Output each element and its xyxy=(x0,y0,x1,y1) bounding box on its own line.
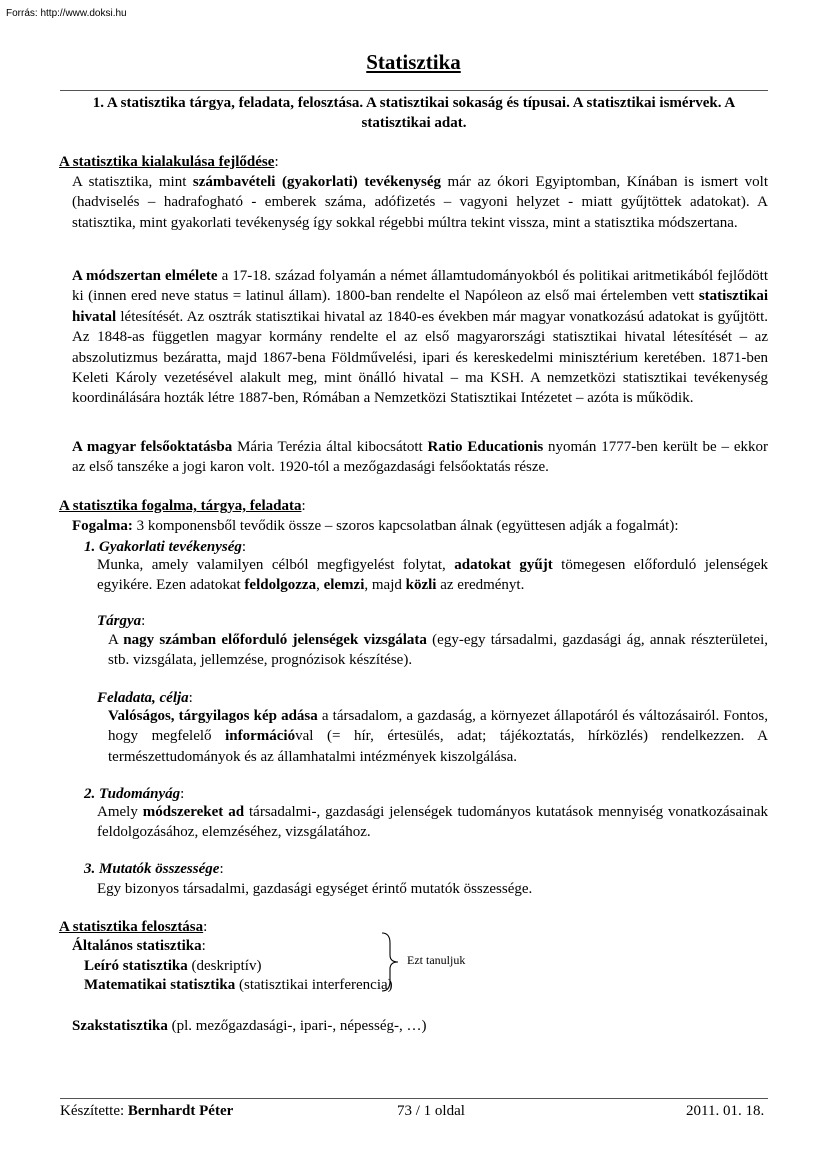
item3-heading xyxy=(84,859,224,879)
text-run: A statisztika, mint xyxy=(72,174,193,190)
text-run: már az ókori Egyiptomban, Kínában is ismert volt (hadviselés – hadrafogható - emberek száma, adófizetés – vagyoni helyzet - miatt gyűjtöttek adatokat). A statisztika, mint gyakorlati tevékenység így sokkal régebbi múltra tekint vissza, mint a statisztika módszertana. xyxy=(72,174,768,231)
item2-label: 2. Tudományág xyxy=(84,786,181,802)
item2-heading xyxy=(84,784,184,804)
section-heading-history-text: A statisztika kialakulása fejlődése xyxy=(59,154,275,170)
colon: : xyxy=(219,861,224,877)
footer-author-name: Bernhardt Péter xyxy=(127,1103,234,1119)
bold-run: közli xyxy=(405,577,437,594)
descriptive-label: Leíró statisztika xyxy=(84,958,188,974)
heading-colon: : xyxy=(274,154,279,170)
subject-label: Tárgya xyxy=(97,613,142,629)
footer-author xyxy=(60,1101,233,1121)
concept-text: 3 komponensből tevődik össze – szoros kapcsolatban álnak (együttesen adják a fogalmát): xyxy=(132,518,679,534)
colon: : xyxy=(180,786,185,802)
text-run: nyomán 1777-ben került be – ekkor az első tanszéke a jogi karon volt. 1920-tól a mezőgazdasági felsőoktatás része. xyxy=(72,439,769,476)
item3-label: 3. Mutatók összessége xyxy=(84,861,220,877)
curly-brace-icon xyxy=(380,931,402,993)
subject-paragraph xyxy=(108,630,768,671)
footer-page-number: 73 / 1 oldal xyxy=(397,1103,465,1119)
footer-author-label: Készítette: xyxy=(60,1103,128,1119)
mathematical-statistics xyxy=(84,975,393,995)
colon: : xyxy=(141,613,146,629)
special-statistics xyxy=(72,1016,427,1036)
concept-definition xyxy=(72,516,679,536)
document-title: Statisztika xyxy=(366,50,461,74)
section-heading-history xyxy=(59,152,279,172)
concept-label: Fogalma: xyxy=(72,518,133,534)
source-label: Forrás: http://www.doksi.hu xyxy=(6,8,127,19)
bold-run: statisztikai hivatal xyxy=(72,288,768,325)
heading-colon: : xyxy=(203,919,208,935)
item3-paragraph: Egy bizonyos társadalmi, gazdasági egységet érintő mutatók összessége. xyxy=(97,881,533,897)
title-divider xyxy=(60,90,768,91)
text-run: val (= hír, értesülés, adat; tájékoztatás, hírközlés) rendelkezzen. A természettudományok és az államhatalmi intézmények kiszolgálása. xyxy=(108,728,768,765)
colon: : xyxy=(201,938,206,954)
paragraph-practice xyxy=(72,172,768,233)
bold-run: számbavételi (gyakorlati) tevékenység xyxy=(192,174,441,190)
section-heading-division-text: A statisztika felosztása xyxy=(59,919,204,935)
text-run: társadalmi-, gazdasági jelenségek tudományos kutatások mennyiség vonatkozásainak feldolgozásához, elemzéséhez, vizsgálatához. xyxy=(97,804,769,841)
item1-heading xyxy=(84,537,246,557)
bold-run: módszereket ad xyxy=(142,804,245,820)
bold-run: A módszertan elmélete xyxy=(72,268,218,284)
special-statistics-label: Szakstatisztika xyxy=(72,1018,168,1034)
section-heading-concept xyxy=(59,496,306,516)
section-heading-concept-text: A statisztika fogalma, tárgya, feladata xyxy=(59,498,302,514)
text-run: tömegesen előforduló jelenségek egyikére. Ezen adatokat xyxy=(97,557,769,594)
text-run: az eredményt. xyxy=(436,577,525,594)
bold-run: adatokat gyűjt xyxy=(454,557,553,573)
task-heading xyxy=(97,688,193,708)
text-run: Amely xyxy=(97,804,143,820)
document-subtitle: 1. A statisztika tárgya, feladata, felosztása. A statisztikai sokaság és típusai. A statisztikai ismérvek. A statisztikai adat. xyxy=(92,95,736,131)
general-statistics-label: Általános statisztika xyxy=(72,938,202,954)
item1-paragraph xyxy=(97,555,768,596)
colon: : xyxy=(241,539,247,555)
paragraph-higher-education xyxy=(72,437,768,478)
bold-run: Ratio Educationis xyxy=(427,439,544,455)
text-run: , xyxy=(316,577,324,594)
brace-note: Ezt tanuljuk xyxy=(407,953,466,967)
special-statistics-note: (pl. mezőgazdasági-, ipari-, népesség-, …) xyxy=(167,1018,427,1034)
footer-date: 2011. 01. 18. xyxy=(686,1103,765,1119)
bold-run: feldolgozza xyxy=(244,577,317,594)
paragraph-methodology xyxy=(72,266,768,409)
descriptive-statistics xyxy=(84,956,261,976)
task-label: Feladata, célja xyxy=(97,690,189,706)
bold-run: nagy számban előforduló jelenségek vizsgálata xyxy=(123,632,427,648)
section-heading-division xyxy=(59,917,207,937)
text-run: (egy-egy társadalmi, gazdasági ág, annak részterületei, stb. vizsgálata, jellemzése, prognózisok készítése). xyxy=(108,632,768,669)
colon: : xyxy=(188,690,193,706)
text-run: létesítését. Az osztrák statisztikai hivatal az 1840-es években már magyar vonatkozású adatokat is gyűjtött. Az 1848-as független magyar kormány rendelte el az első magyarországi statisztikai hivatal létesítését – az abszolutizmus bezáratta, majd 1867-bena Földművelési, ipari és kereskedelmi minisztérium keretében. 1871-ben Keleti Károly vezetésével alakult meg, mint önálló hivatal – ma KSH. A nemzetközi statisztikai tevékenység koordinálására hozták létre 1887-ben, Rómában a Nemzetközi Statisztikai Intézetet – azóta is működik. xyxy=(72,308,768,407)
text-run: Mária Terézia által kibocsátott xyxy=(232,439,428,455)
general-statistics xyxy=(72,936,206,956)
text-run: a 17-18. század folyamán a német államtudományokból és politikai aritmetikából fejlődött ki (innen ered neve status = latinul állam). 1800-ban rendelte el Napóleon az első mai értelemben vett xyxy=(72,268,769,305)
bold-run: Valóságos, tárgyilagos kép adása xyxy=(108,708,318,724)
footer-divider xyxy=(60,1098,768,1099)
bold-run: elemzi xyxy=(323,577,365,594)
item2-paragraph xyxy=(97,802,768,843)
task-paragraph xyxy=(108,706,768,767)
text-run: a társadalom, a gazdaság, a környezet állapotáról és változásairól. Fontos, hogy megfelelő xyxy=(108,708,768,745)
subject-heading xyxy=(97,611,145,631)
text-run: , majd xyxy=(364,577,406,594)
bold-run: A magyar felsőoktatásba xyxy=(72,439,233,455)
heading-colon: : xyxy=(301,498,306,514)
mathematical-label: Matematikai statisztika xyxy=(84,977,236,993)
item1-label: 1. Gyakorlati tevékenység xyxy=(84,539,242,555)
descriptive-note: (deskriptív) xyxy=(187,958,262,974)
mathematical-note: (statisztikai interferencia) xyxy=(235,977,393,993)
text-run: A xyxy=(108,632,124,648)
bold-run: információ xyxy=(225,728,296,745)
text-run: Munka, amely valamilyen célból megfigyelést folytat, xyxy=(97,557,455,573)
